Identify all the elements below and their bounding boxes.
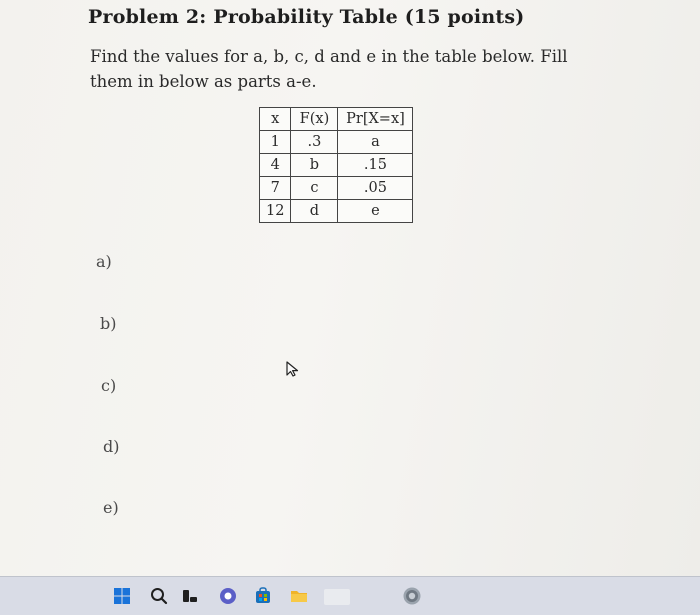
table-row [260, 154, 413, 177]
column-header-x: x [260, 108, 291, 131]
mouse-pointer-icon [284, 360, 302, 378]
search-icon[interactable] [149, 586, 169, 606]
table-header-row [260, 108, 413, 131]
table-cell: e [338, 200, 413, 223]
part-d-label: d) [103, 437, 120, 456]
table-cell: .3 [291, 131, 338, 154]
table-cell: 1 [260, 131, 291, 154]
taskbar [0, 576, 700, 615]
table-cell: 4 [260, 154, 291, 177]
table-row [260, 131, 413, 154]
part-b-label: b) [100, 314, 117, 333]
table-row [260, 177, 413, 200]
part-a-label: a) [96, 252, 112, 271]
file-explorer-icon[interactable] [289, 586, 309, 606]
part-e-label: e) [103, 498, 119, 517]
problem-title: Problem 2: Probability Table (15 points) [88, 6, 525, 28]
table-cell: .15 [338, 154, 413, 177]
table-cell: b [291, 154, 338, 177]
task-view-icon[interactable] [180, 586, 200, 606]
table-cell: d [291, 200, 338, 223]
table-row [260, 200, 413, 223]
chrome-icon[interactable] [402, 586, 422, 606]
windows-start-icon[interactable] [112, 586, 132, 606]
probability-table [259, 107, 413, 223]
table-cell: a [338, 131, 413, 154]
app-icon[interactable] [324, 589, 350, 605]
column-header-pmf: Pr[X=x] [338, 108, 413, 131]
problem-instructions: Find the values for a, b, c, d and e in the table below. Fill them in below as parts a-e. [90, 47, 568, 91]
chat-icon[interactable] [218, 586, 238, 606]
column-header-cdf: F(x) [291, 108, 338, 131]
table-cell: c [291, 177, 338, 200]
part-c-label: c) [101, 376, 117, 395]
table-cell: 12 [260, 200, 291, 223]
table-cell: .05 [338, 177, 413, 200]
store-icon[interactable] [253, 586, 273, 606]
table-cell: 7 [260, 177, 291, 200]
